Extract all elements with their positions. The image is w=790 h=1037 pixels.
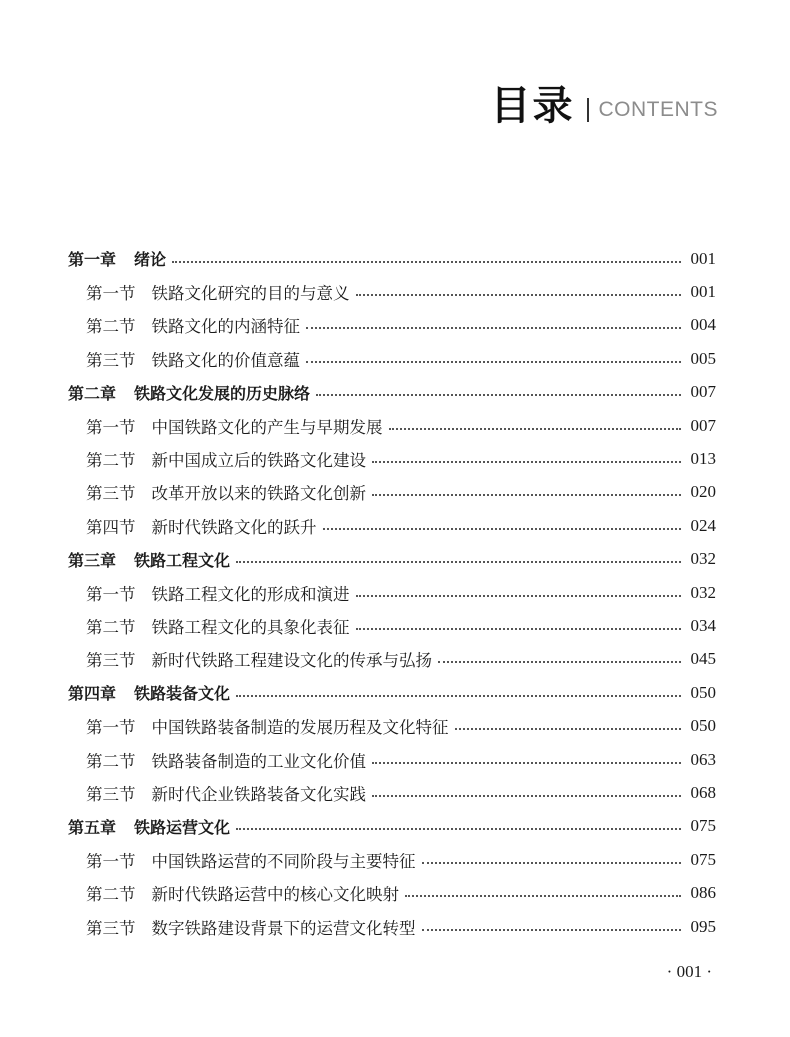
page-ref: 034: [690, 615, 716, 635]
page-ref: 024: [690, 515, 716, 535]
dot-leader: [236, 828, 681, 830]
page-ref: 007: [690, 382, 716, 402]
section-label: 第一节: [86, 417, 136, 437]
page-ref: 086: [690, 883, 716, 903]
section-label: 第四节: [86, 517, 136, 537]
page-ref: 001: [690, 282, 716, 302]
dot-leader: [236, 561, 681, 563]
toc-chapter-row[interactable]: [68, 242, 716, 275]
page-ref: 013: [690, 449, 716, 469]
section-label: 第一节: [86, 718, 136, 738]
chapter-label: 第四章: [68, 684, 117, 704]
title-divider: [587, 98, 589, 122]
chapter-label: 第三章: [68, 550, 117, 570]
toc-section-row[interactable]: [68, 776, 716, 809]
section-title: 铁路文化研究的目的与意义: [151, 284, 350, 304]
section-label: 第三节: [86, 484, 136, 504]
section-title: 铁路工程文化的具象化表征: [151, 617, 350, 637]
page-ref: 045: [690, 649, 716, 669]
section-title: 数字铁路建设背景下的运营文化转型: [151, 918, 416, 938]
section-title: 改革开放以来的铁路文化创新: [151, 484, 366, 504]
toc-section-row[interactable]: [68, 709, 716, 742]
dot-leader: [455, 728, 682, 730]
dot-leader: [356, 294, 682, 296]
section-label: 第三节: [86, 350, 136, 370]
page-ref: 068: [690, 782, 716, 802]
section-label: 第三节: [86, 918, 136, 938]
dot-leader: [356, 628, 682, 630]
section-label: 第二节: [86, 751, 136, 771]
page-ref: 095: [690, 916, 716, 936]
dot-leader: [405, 895, 681, 897]
chapter-title: 铁路文化发展的历史脉络: [134, 383, 311, 403]
section-title: 中国铁路装备制造的发展历程及文化特征: [151, 718, 449, 738]
section-label: 第二节: [86, 617, 136, 637]
section-title: 新时代铁路运营中的核心文化映射: [151, 885, 399, 905]
table-of-contents: [68, 242, 716, 943]
toc-section-row[interactable]: [68, 275, 716, 308]
chapter-title: 绪论: [134, 250, 167, 270]
section-title: 铁路装备制造的工业文化价值: [151, 751, 366, 771]
page-ref: 050: [690, 682, 716, 702]
page-header: [491, 76, 719, 128]
page-number: · 001 ·: [666, 962, 712, 981]
toc-section-row[interactable]: [68, 876, 716, 909]
section-title: 新时代铁路文化的跃升: [151, 517, 317, 537]
dot-leader: [389, 428, 682, 430]
page-title: 目录: [490, 83, 575, 129]
toc-section-row[interactable]: [68, 643, 716, 676]
toc-section-row[interactable]: [68, 476, 716, 509]
chapter-title: 铁路装备文化: [134, 684, 231, 704]
dot-leader: [438, 661, 681, 663]
chapter-title: 铁路工程文化: [134, 550, 231, 570]
chapter-title: 铁路运营文化: [134, 817, 231, 837]
section-title: 新时代铁路工程建设文化的传承与弘扬: [151, 651, 432, 671]
chapter-label: 第五章: [68, 817, 117, 837]
section-label: 第三节: [86, 651, 136, 671]
dot-leader: [372, 795, 681, 797]
page-ref: 007: [690, 415, 716, 435]
section-label: 第一节: [86, 851, 136, 871]
section-title: 铁路文化的价值意蕴: [151, 350, 300, 370]
dot-leader: [372, 494, 681, 496]
page-ref: 032: [690, 582, 716, 602]
chapter-label: 第一章: [68, 250, 117, 270]
toc-section-row[interactable]: [68, 509, 716, 542]
dot-leader: [306, 361, 681, 363]
page-subtitle: CONTENTS: [598, 98, 718, 121]
toc-chapter-row[interactable]: [68, 676, 716, 709]
dot-leader: [172, 261, 681, 263]
toc-section-row[interactable]: [68, 843, 716, 876]
section-title: 中国铁路运营的不同阶段与主要特征: [151, 851, 416, 871]
toc-section-row[interactable]: [68, 409, 716, 442]
dot-leader: [306, 327, 681, 329]
toc-section-row[interactable]: [68, 442, 716, 475]
page-ref: 063: [690, 749, 716, 769]
section-title: 新中国成立后的铁路文化建设: [151, 451, 366, 471]
section-label: 第三节: [86, 784, 136, 804]
section-title: 新时代企业铁路装备文化实践: [151, 784, 366, 804]
page-ref: 075: [690, 816, 716, 836]
dot-leader: [372, 461, 681, 463]
section-label: 第二节: [86, 451, 136, 471]
section-title: 铁路文化的内涵特征: [151, 317, 300, 337]
dot-leader: [372, 762, 681, 764]
toc-chapter-row[interactable]: [68, 810, 716, 843]
dot-leader: [236, 695, 681, 697]
section-label: 第一节: [86, 584, 136, 604]
section-label: 第一节: [86, 284, 136, 304]
page-ref: 050: [690, 716, 716, 736]
page-ref: 020: [690, 482, 716, 502]
toc-section-row[interactable]: [68, 576, 716, 609]
dot-leader: [316, 394, 681, 396]
toc-section-row[interactable]: [68, 743, 716, 776]
toc-chapter-row[interactable]: [68, 376, 716, 409]
section-title: 铁路工程文化的形成和演进: [151, 584, 350, 604]
section-label: 第二节: [86, 317, 136, 337]
page-ref: 001: [690, 248, 716, 268]
toc-section-row[interactable]: [68, 609, 716, 642]
section-label: 第二节: [86, 885, 136, 905]
dot-leader: [323, 528, 682, 530]
dot-leader: [356, 595, 682, 597]
dot-leader: [422, 862, 682, 864]
chapter-label: 第二章: [68, 383, 117, 403]
toc-section-row[interactable]: [68, 309, 716, 342]
page-ref: 032: [690, 549, 716, 569]
dot-leader: [422, 929, 682, 931]
toc-section-row[interactable]: [68, 910, 716, 943]
toc-chapter-row[interactable]: [68, 543, 716, 576]
section-title: 中国铁路文化的产生与早期发展: [151, 417, 383, 437]
page-ref: 005: [690, 348, 716, 368]
toc-section-row[interactable]: [68, 342, 716, 375]
page-ref: 004: [690, 315, 716, 335]
page-ref: 075: [690, 849, 716, 869]
